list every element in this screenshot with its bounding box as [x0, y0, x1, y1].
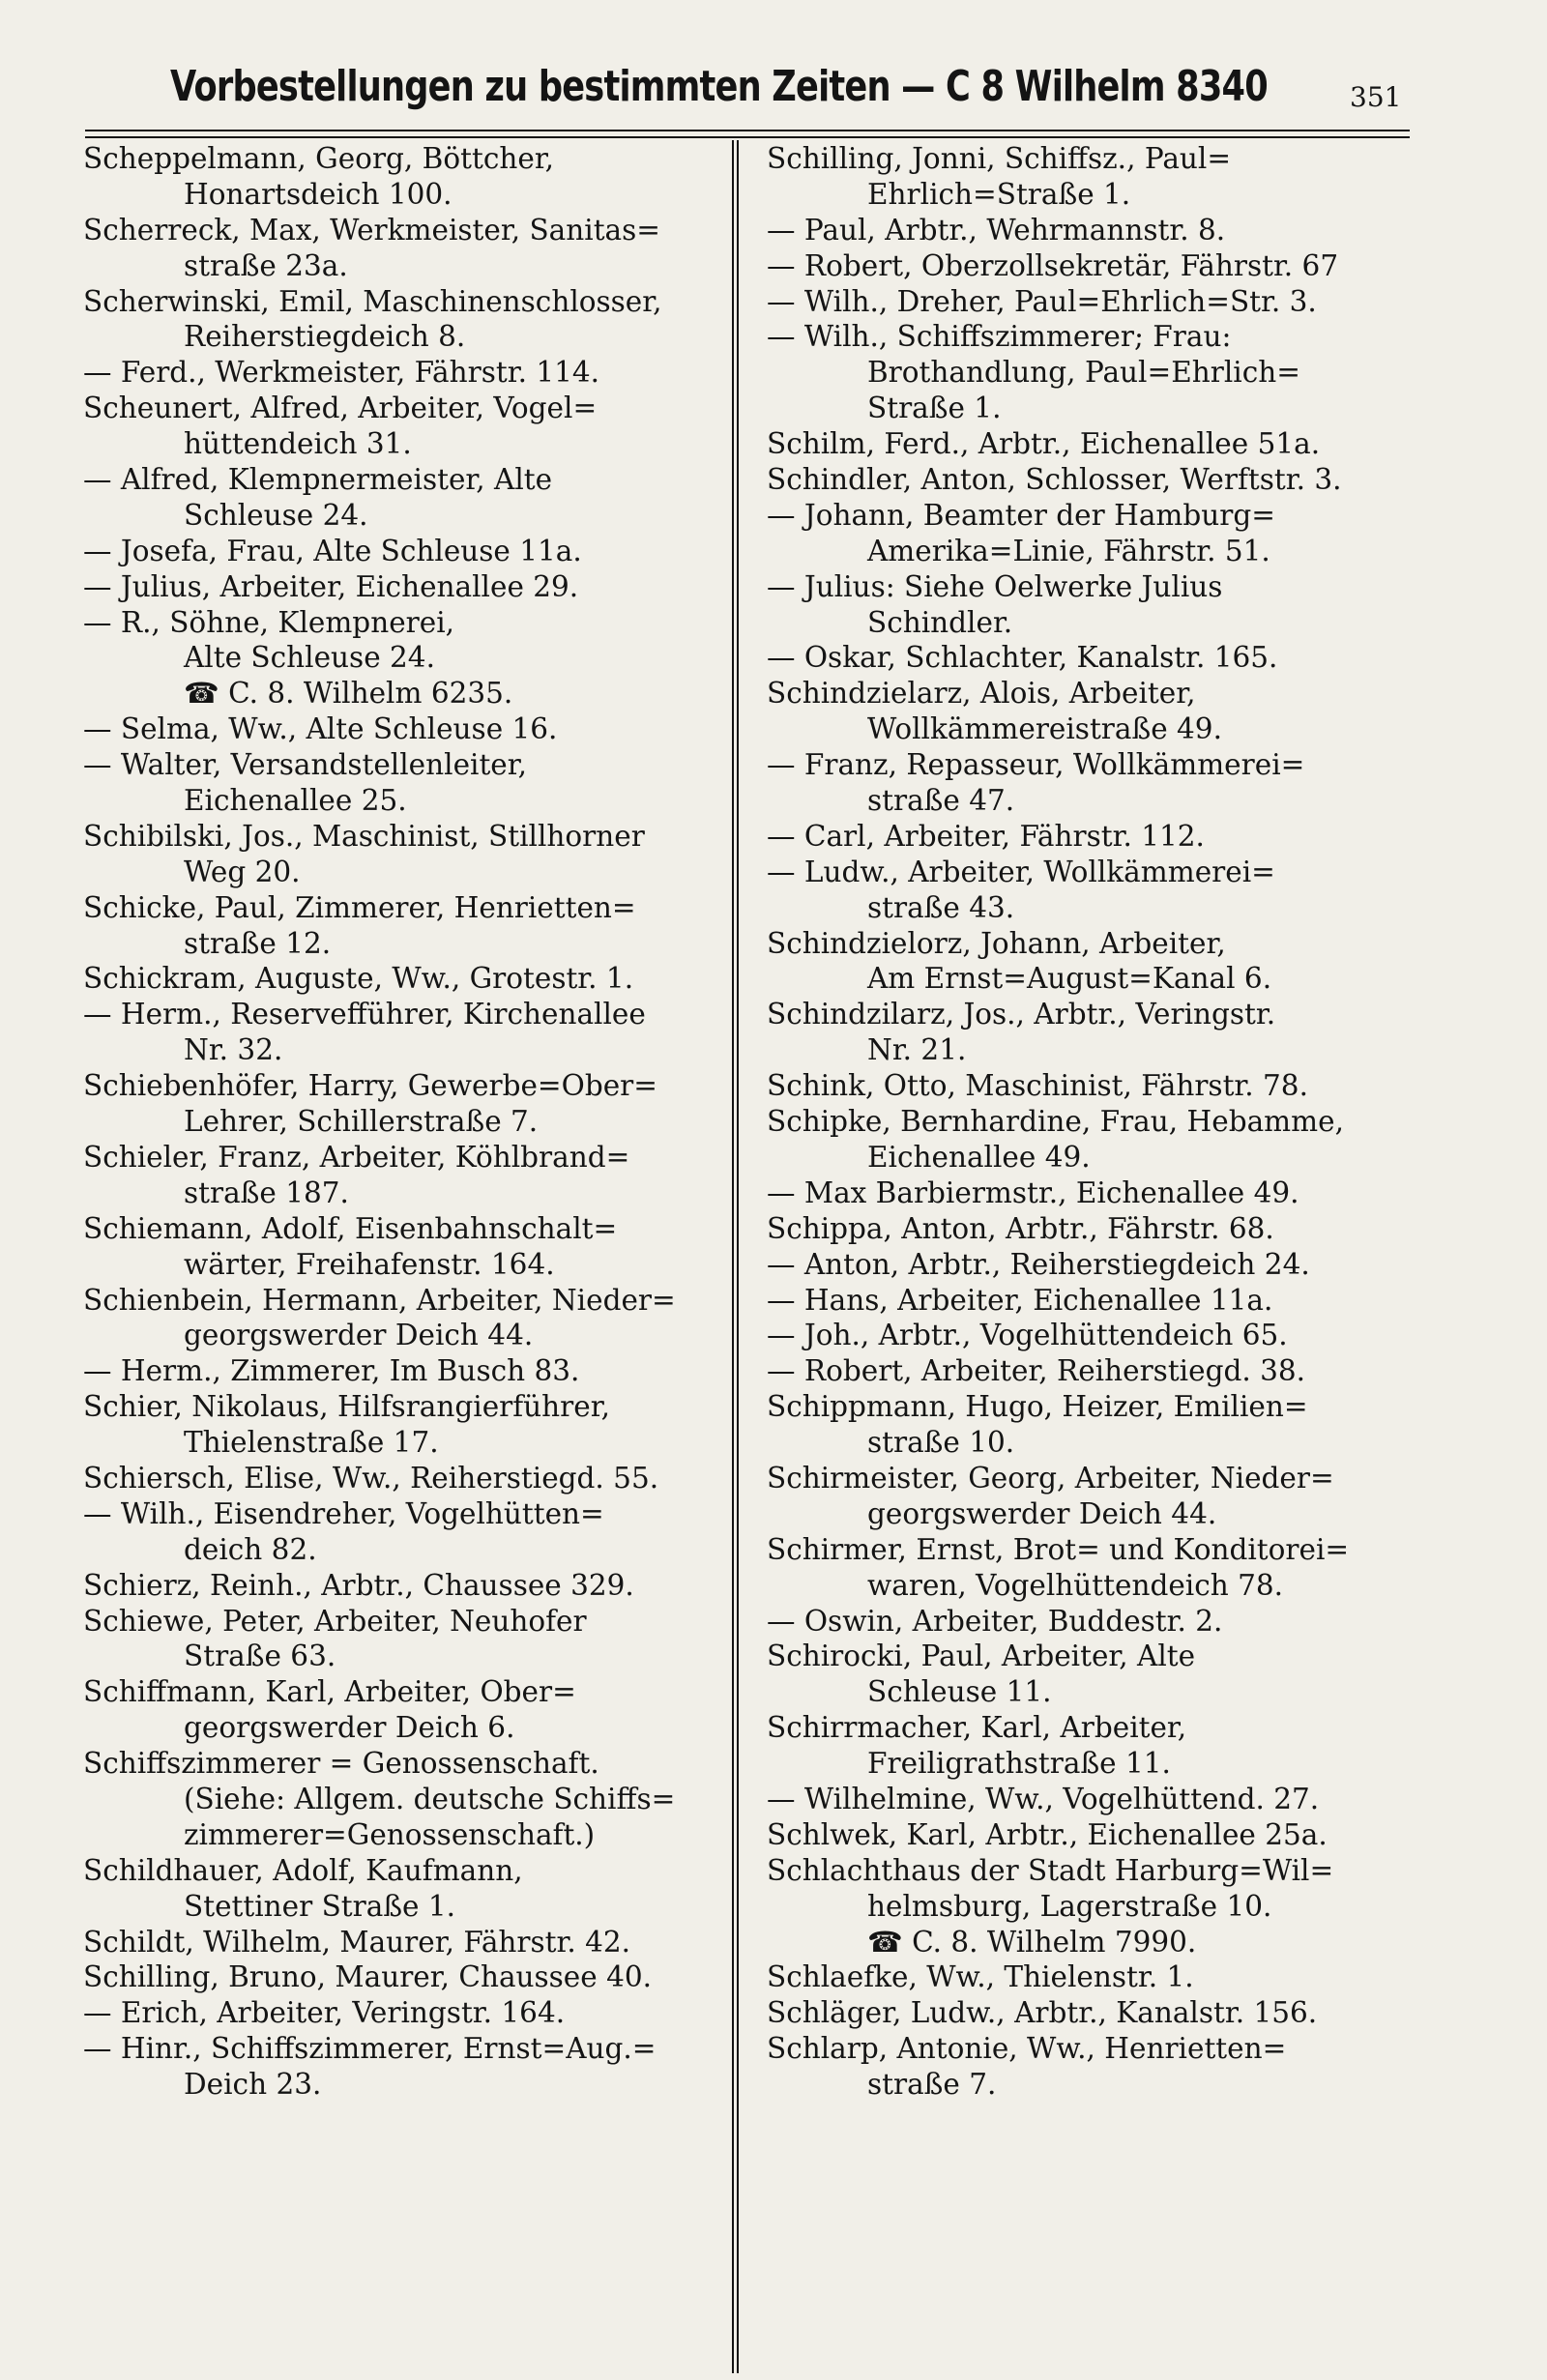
- directory-line-text: — Oswin, Arbeiter, Buddestr. 2.: [767, 1604, 1223, 1638]
- directory-line: [83, 1674, 727, 1710]
- directory-line: [767, 1959, 1411, 1995]
- directory-line-text: — Ferd., Werkmeister, Fährstr. 114.: [83, 356, 600, 390]
- directory-line-text: (Siehe: Allgem. deutsche Schiffs=: [184, 1782, 676, 1815]
- directory-line-text: — Franz, Repasseur, Wollkämmerei=: [767, 748, 1305, 782]
- directory-line: [767, 640, 1411, 676]
- directory-line: [767, 1283, 1411, 1319]
- directory-line: [83, 426, 727, 462]
- directory-line: [83, 1461, 727, 1496]
- directory-line: [767, 1389, 1411, 1425]
- directory-line-text: Schiffmann, Karl, Arbeiter, Ober=: [83, 1675, 576, 1709]
- directory-line-text: Schleuse 24.: [184, 498, 368, 532]
- directory-line-text: Am Ernst=August=Kanal 6.: [867, 962, 1272, 996]
- directory-line: [83, 141, 727, 177]
- directory-line: [767, 1247, 1411, 1283]
- directory-line-text: straße 47.: [867, 784, 1015, 818]
- directory-line: [83, 855, 727, 890]
- directory-line: [83, 213, 727, 248]
- directory-line: [767, 926, 1411, 962]
- directory-line-text: — Oskar, Schlachter, Kanalstr. 165.: [767, 641, 1278, 675]
- directory-line-text: Schilm, Ferd., Arbtr., Eichenallee 51a.: [767, 427, 1321, 461]
- directory-line: [767, 1639, 1411, 1674]
- directory-line: [83, 926, 727, 962]
- directory-line: [767, 1746, 1411, 1782]
- directory-line: [83, 711, 727, 747]
- directory-line: [767, 1817, 1411, 1853]
- directory-line-text: deich 82.: [184, 1532, 317, 1566]
- directory-line-text: straße 43.: [867, 890, 1015, 924]
- directory-line-text: Schindler.: [867, 605, 1013, 639]
- directory-line: [767, 1211, 1411, 1247]
- directory-line-text: Schickram, Auguste, Ww., Grotestr. 1.: [83, 962, 634, 996]
- directory-line-text: Stettiner Straße 1.: [184, 1889, 456, 1923]
- directory-line: [767, 1104, 1411, 1140]
- directory-line: [83, 1247, 727, 1283]
- directory-line-text: — Selma, Ww., Alte Schleuse 16.: [83, 712, 558, 746]
- directory-line-text: georgswerder Deich 6.: [184, 1711, 515, 1745]
- directory-line-text: Schieler, Franz, Arbeiter, Köhlbrand=: [83, 1140, 630, 1174]
- page-header: [0, 60, 1547, 118]
- directory-line-text: Schiemann, Adolf, Eisenbahnschalt=: [83, 1211, 618, 1245]
- directory-line: [767, 248, 1411, 284]
- directory-line: [83, 747, 727, 783]
- directory-line-text: Schippa, Anton, Arbtr., Fährstr. 68.: [767, 1211, 1274, 1245]
- directory-line-text: georgswerder Deich 44.: [184, 1319, 534, 1352]
- page-number: 351: [1350, 81, 1402, 113]
- directory-line-text: Schildhauer, Adolf, Kaufmann,: [83, 1853, 523, 1887]
- directory-line-text: Schlaefke, Ww., Thielenstr. 1.: [767, 1960, 1194, 1994]
- directory-line: [767, 141, 1411, 177]
- directory-line-text: Schiffszimmerer = Genossenschaft.: [83, 1747, 599, 1781]
- directory-line: [767, 855, 1411, 890]
- directory-line: [83, 783, 727, 819]
- directory-line-text: straße 23a.: [184, 248, 348, 282]
- directory-line: [83, 1925, 727, 1960]
- directory-line-text: Nr. 32.: [184, 1033, 283, 1067]
- directory-line-text: Straße 1.: [867, 392, 1002, 425]
- directory-line-text: — Johann, Beamter der Hamburg=: [767, 498, 1275, 532]
- directory-line: [767, 819, 1411, 855]
- directory-line-text: Reiherstiegdeich 8.: [184, 320, 466, 354]
- directory-line-text: Amerika=Linie, Fährstr. 51.: [867, 534, 1270, 567]
- directory-line-text: Honartsdeich 100.: [184, 177, 452, 211]
- directory-line: [767, 1853, 1411, 1889]
- directory-line-text: Lehrer, Schillerstraße 7.: [184, 1105, 539, 1139]
- directory-line: [767, 783, 1411, 819]
- directory-line: [83, 462, 727, 498]
- directory-line-text: Schindzielarz, Alois, Arbeiter,: [767, 677, 1196, 711]
- directory-line-text: Eichenallee 49.: [867, 1140, 1091, 1174]
- directory-line-text: — Wilh., Schiffszimmerer; Frau:: [767, 320, 1232, 354]
- right-column: [767, 141, 1411, 2103]
- directory-line: [83, 1782, 727, 1817]
- directory-line: [83, 1211, 727, 1247]
- header-title: Vorbestellungen zu bestimmten Zeiten — C 8 Wilhelm 8340: [170, 62, 1268, 111]
- directory-line-text: Schindzielorz, Johann, Arbeiter,: [767, 926, 1226, 960]
- directory-line: [767, 391, 1411, 426]
- column-divider: [732, 140, 739, 2373]
- directory-line-text: georgswerder Deich 44.: [867, 1496, 1217, 1530]
- directory-line: [83, 1604, 727, 1640]
- directory-line-text: Schirocki, Paul, Arbeiter, Alte: [767, 1640, 1196, 1673]
- directory-line-text: Schipke, Bernhardine, Frau, Hebamme,: [767, 1105, 1344, 1139]
- directory-line: [83, 569, 727, 605]
- directory-line: [767, 569, 1411, 605]
- directory-line: [767, 1175, 1411, 1211]
- directory-line-text: Schink, Otto, Maschinist, Fährstr. 78.: [767, 1069, 1308, 1103]
- directory-line-text: — Josefa, Frau, Alte Schleuse 11a.: [83, 534, 582, 567]
- directory-line-text: — Robert, Arbeiter, Reiherstiegd. 38.: [767, 1354, 1305, 1388]
- directory-line: [83, 284, 727, 320]
- directory-line: [83, 498, 727, 534]
- directory-line-text: Schirrmacher, Karl, Arbeiter,: [767, 1711, 1187, 1745]
- directory-line-text: Thielenstraße 17.: [184, 1426, 439, 1460]
- directory-line: [767, 2031, 1411, 2067]
- directory-line: [767, 1889, 1411, 1925]
- directory-line-text: Weg 20.: [184, 855, 301, 888]
- directory-line-text: straße 187.: [184, 1175, 349, 1209]
- directory-line: [767, 2067, 1411, 2103]
- directory-line-text: — Herm., Zimmerer, Im Busch 83.: [83, 1354, 580, 1388]
- directory-line-text: straße 7.: [867, 2068, 997, 2102]
- directory-line: [767, 319, 1411, 355]
- directory-line: [83, 1389, 727, 1425]
- telephone-icon: ☎: [184, 677, 229, 711]
- directory-line: [767, 997, 1411, 1032]
- directory-line-text: Schirmeister, Georg, Arbeiter, Nieder=: [767, 1461, 1334, 1495]
- directory-line-text: Schlwek, Karl, Arbtr., Eichenallee 25a.: [767, 1817, 1328, 1851]
- directory-line-text: Wollkämmereistraße 49.: [867, 712, 1222, 746]
- directory-line-text: Schildt, Wilhelm, Maurer, Fährstr. 42.: [83, 1925, 631, 1959]
- directory-line-text: — Wilhelmine, Ww., Vogelhüttend. 27.: [767, 1782, 1320, 1815]
- directory-line: [767, 1068, 1411, 1104]
- directory-line: [83, 1496, 727, 1532]
- directory-line-text: Eichenallee 25.: [184, 784, 407, 818]
- directory-line: [83, 819, 727, 855]
- directory-line: [767, 177, 1411, 213]
- directory-line-text: C. 8. Wilhelm 7990.: [912, 1925, 1197, 1959]
- directory-line: [83, 355, 727, 391]
- directory-line-text: Schlachthaus der Stadt Harburg=Wil=: [767, 1853, 1334, 1887]
- directory-line: [767, 462, 1411, 498]
- phone-line: [83, 676, 727, 711]
- directory-line: [83, 534, 727, 569]
- directory-line-text: — Wilh., Dreher, Paul=Ehrlich=Str. 3.: [767, 284, 1317, 318]
- phone-line: [767, 1925, 1411, 1960]
- directory-line-text: Ehrlich=Straße 1.: [867, 177, 1131, 211]
- directory-line: [83, 890, 727, 926]
- directory-line-text: Schindler, Anton, Schlosser, Werftstr. 3.: [767, 463, 1342, 497]
- directory-line: [767, 1995, 1411, 2031]
- directory-line-text: — Alfred, Klempnermeister, Alte: [83, 463, 553, 497]
- directory-line: [83, 1639, 727, 1674]
- directory-line: [767, 605, 1411, 641]
- directory-line: [83, 1140, 727, 1175]
- directory-line-text: Straße 63.: [184, 1640, 336, 1673]
- directory-line: [767, 1032, 1411, 1068]
- directory-line-text: wärter, Freihafenstr. 164.: [184, 1247, 555, 1281]
- directory-line: [767, 747, 1411, 783]
- directory-line: [767, 961, 1411, 997]
- directory-line-text: — Ludw., Arbeiter, Wollkämmerei=: [767, 855, 1275, 888]
- directory-line: [767, 1496, 1411, 1532]
- directory-line: [83, 319, 727, 355]
- directory-line-text: — Wilh., Eisendreher, Vogelhütten=: [83, 1496, 604, 1530]
- directory-line-text: Scheppelmann, Georg, Böttcher,: [83, 142, 555, 175]
- directory-line-text: Schienbein, Hermann, Arbeiter, Nieder=: [83, 1283, 676, 1317]
- directory-line-text: straße 10.: [867, 1426, 1015, 1460]
- directory-line: [767, 1782, 1411, 1817]
- directory-line-text: — Max Barbiermstr., Eichenallee 49.: [767, 1175, 1299, 1209]
- directory-line-text: Schläger, Ludw., Arbtr., Kanalstr. 156.: [767, 1996, 1318, 2030]
- directory-line-text: — Hans, Arbeiter, Eichenallee 11a.: [767, 1283, 1273, 1317]
- directory-line-text: — Joh., Arbtr., Vogelhüttendeich 65.: [767, 1319, 1288, 1352]
- directory-line: [83, 1532, 727, 1568]
- directory-line-text: hüttendeich 31.: [184, 427, 412, 461]
- directory-line: [767, 284, 1411, 320]
- directory-line: [767, 1461, 1411, 1496]
- directory-line: [767, 1604, 1411, 1640]
- directory-line: [83, 1318, 727, 1353]
- directory-line-text: — Hinr., Schiffszimmerer, Ernst=Aug.=: [83, 2032, 657, 2066]
- directory-line-text: Freiligrathstraße 11.: [867, 1747, 1171, 1781]
- directory-line-text: straße 12.: [184, 926, 332, 960]
- directory-line-text: Schibilski, Jos., Maschinist, Stillhorner: [83, 819, 645, 853]
- directory-line: [767, 676, 1411, 711]
- directory-line: [767, 1140, 1411, 1175]
- directory-line: [767, 1710, 1411, 1746]
- directory-line: [83, 2031, 727, 2067]
- directory-line-text: Schilling, Bruno, Maurer, Chaussee 40.: [83, 1960, 653, 1994]
- directory-line: [83, 605, 727, 641]
- directory-line: [83, 1995, 727, 2031]
- directory-line-text: Schicke, Paul, Zimmerer, Henrietten=: [83, 890, 636, 924]
- directory-line: [83, 2067, 727, 2103]
- directory-line: [767, 1568, 1411, 1604]
- directory-line: [83, 640, 727, 676]
- left-column: [83, 141, 727, 2103]
- directory-line: [767, 1318, 1411, 1353]
- directory-line-text: — Anton, Arbtr., Reiherstiegdeich 24.: [767, 1247, 1310, 1281]
- directory-line: [83, 1353, 727, 1389]
- directory-line-text: Schindzilarz, Jos., Arbtr., Veringstr.: [767, 998, 1276, 1031]
- directory-line: [83, 1710, 727, 1746]
- directory-line: [767, 1425, 1411, 1461]
- directory-line: [767, 426, 1411, 462]
- directory-line-text: Schilling, Jonni, Schiffsz., Paul=: [767, 142, 1232, 175]
- directory-line: [767, 1353, 1411, 1389]
- directory-line-text: Schiebenhöfer, Harry, Gewerbe=Ober=: [83, 1069, 657, 1103]
- directory-line-text: Scherwinski, Emil, Maschinenschlosser,: [83, 284, 662, 318]
- directory-line: [83, 1746, 727, 1782]
- directory-line: [83, 1889, 727, 1925]
- directory-line: [767, 890, 1411, 926]
- directory-line: [767, 1532, 1411, 1568]
- directory-line: [83, 1959, 727, 1995]
- directory-line-text: — Julius: Siehe Oelwerke Julius: [767, 569, 1223, 603]
- directory-line: [767, 213, 1411, 248]
- directory-line-text: waren, Vogelhüttendeich 78.: [867, 1568, 1284, 1602]
- directory-line: [83, 1068, 727, 1104]
- directory-line: [83, 1283, 727, 1319]
- directory-line-text: — R., Söhne, Klempnerei,: [83, 605, 455, 639]
- directory-line: [767, 355, 1411, 391]
- telephone-icon: ☎: [867, 1925, 913, 1959]
- directory-line-text: Schiersch, Elise, Ww., Reiherstiegd. 55.: [83, 1461, 659, 1495]
- directory-line-text: Brothandlung, Paul=Ehrlich=: [867, 356, 1300, 390]
- directory-line: [767, 498, 1411, 534]
- directory-line-text: — Paul, Arbtr., Wehrmannstr. 8.: [767, 213, 1226, 247]
- directory-line-text: Schiewe, Peter, Arbeiter, Neuhofer: [83, 1604, 587, 1638]
- directory-line-text: zimmerer=Genossenschaft.): [184, 1817, 596, 1851]
- directory-line: [83, 1817, 727, 1853]
- directory-line-text: — Erich, Arbeiter, Veringstr. 164.: [83, 1996, 566, 2030]
- directory-line: [83, 997, 727, 1032]
- directory-line-text: Schierz, Reinh., Arbtr., Chaussee 329.: [83, 1568, 634, 1602]
- directory-line: [767, 711, 1411, 747]
- directory-line-text: — Carl, Arbeiter, Fährstr. 112.: [767, 819, 1205, 853]
- directory-line: [767, 1674, 1411, 1710]
- directory-line: [83, 1853, 727, 1889]
- directory-line-text: Schirmer, Ernst, Brot= und Konditorei=: [767, 1532, 1350, 1566]
- directory-line: [83, 1104, 727, 1140]
- directory-line-text: Scheunert, Alfred, Arbeiter, Vogel=: [83, 392, 598, 425]
- directory-line: [83, 177, 727, 213]
- directory-line: [83, 248, 727, 284]
- directory-line-text: Schier, Nikolaus, Hilfsrangierführer,: [83, 1390, 610, 1424]
- directory-line-text: Alte Schleuse 24.: [184, 641, 435, 675]
- directory-line-text: helmsburg, Lagerstraße 10.: [867, 1889, 1272, 1923]
- directory-line: [83, 1425, 727, 1461]
- directory-line-text: Scherreck, Max, Werkmeister, Sanitas=: [83, 213, 661, 247]
- directory-line-text: C. 8. Wilhelm 6235.: [228, 677, 513, 711]
- directory-line: [767, 534, 1411, 569]
- directory-line-text: — Robert, Oberzollsekretär, Fährstr. 67: [767, 248, 1339, 282]
- directory-line: [83, 1175, 727, 1211]
- directory-line: [83, 391, 727, 426]
- directory-line: [83, 961, 727, 997]
- directory-line: [83, 1568, 727, 1604]
- directory-line-text: — Herm., Reservefführer, Kirchenallee: [83, 998, 646, 1031]
- directory-line-text: — Julius, Arbeiter, Eichenallee 29.: [83, 569, 579, 603]
- directory-line-text: Schleuse 11.: [867, 1675, 1052, 1709]
- header-rule: [85, 130, 1410, 138]
- directory-line: [83, 1032, 727, 1068]
- directory-line-text: Schippmann, Hugo, Heizer, Emilien=: [767, 1390, 1308, 1424]
- directory-line-text: — Walter, Versandstellenleiter,: [83, 748, 528, 782]
- directory-line-text: Deich 23.: [184, 2068, 322, 2102]
- directory-line-text: Nr. 21.: [867, 1033, 967, 1067]
- directory-line-text: Schlarp, Antonie, Ww., Henrietten=: [767, 2032, 1287, 2066]
